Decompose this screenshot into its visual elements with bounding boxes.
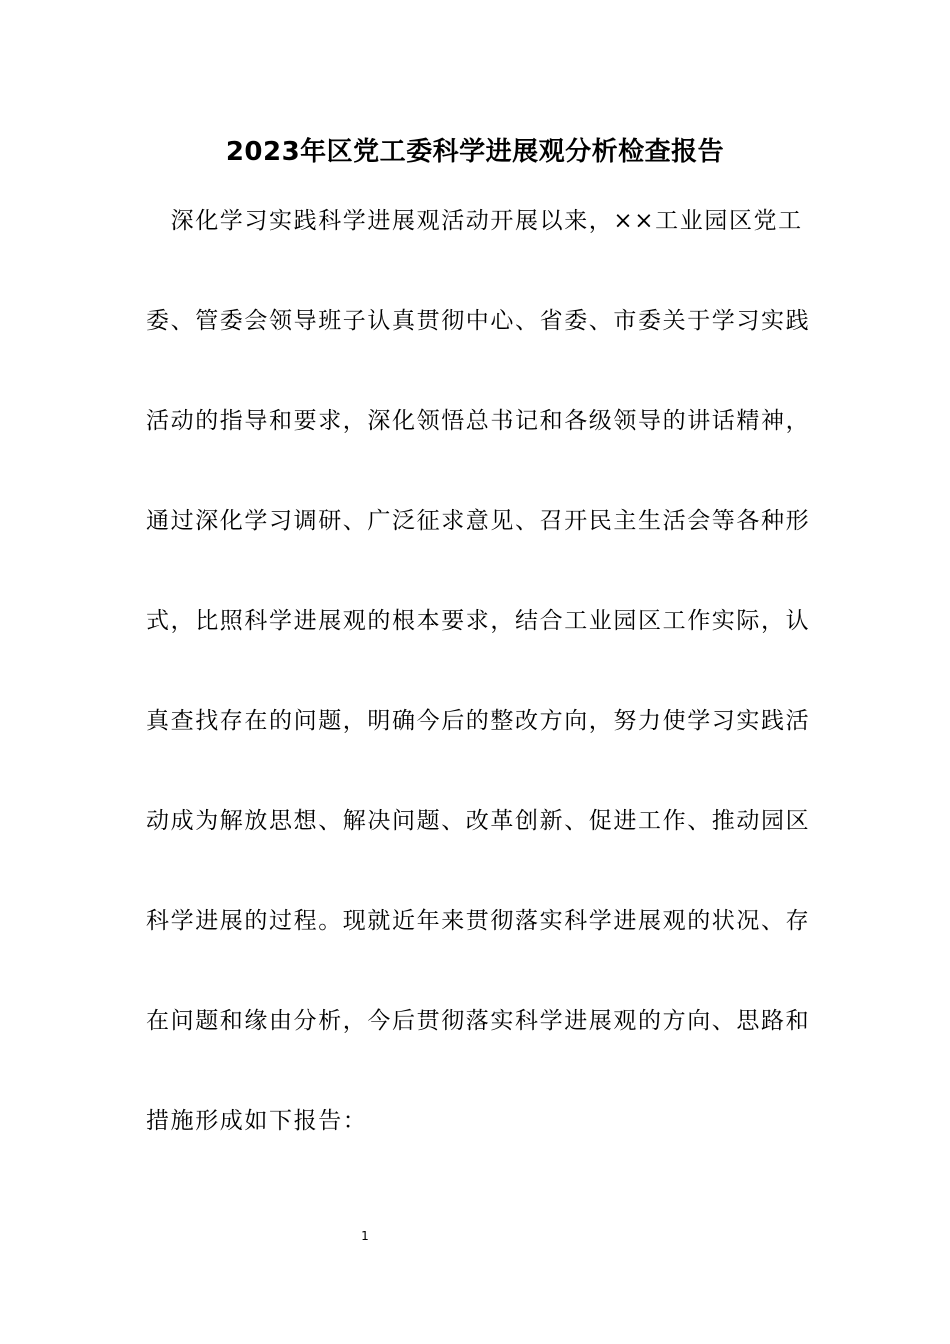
page-number: 1 xyxy=(361,1229,369,1243)
body-line: 活动的指导和要求，深化领悟总书记和各级领导的讲话精神， xyxy=(146,408,811,434)
body-line: 委、管委会领导班子认真贯彻中心、省委、市委关于学习实践 xyxy=(146,308,811,334)
body-line: 在问题和缘由分析，今后贯彻落实科学进展观的方向、思路和 xyxy=(146,1008,811,1034)
body-line: 式，比照科学进展观的根本要求，结合工业园区工作实际，认 xyxy=(146,608,811,634)
body-line: 深化学习实践科学进展观活动开展以来，××工业园区党工 xyxy=(146,208,803,234)
body-line: 真查找存在的问题，明确今后的整改方向，努力使学习实践活 xyxy=(146,708,811,734)
document-title: 2023年区党工委科学进展观分析检查报告 xyxy=(225,137,725,167)
body-line: 动成为解放思想、解决问题、改革创新、促进工作、推动园区 xyxy=(146,808,811,834)
body-line: 通过深化学习调研、广泛征求意见、召开民主生活会等各种形 xyxy=(146,508,811,534)
document-body xyxy=(146,196,811,1196)
body-line: 措施形成如下报告： xyxy=(146,1108,368,1134)
body-line: 科学进展的过程。现就近年来贯彻落实科学进展观的状况、存 xyxy=(146,908,811,934)
